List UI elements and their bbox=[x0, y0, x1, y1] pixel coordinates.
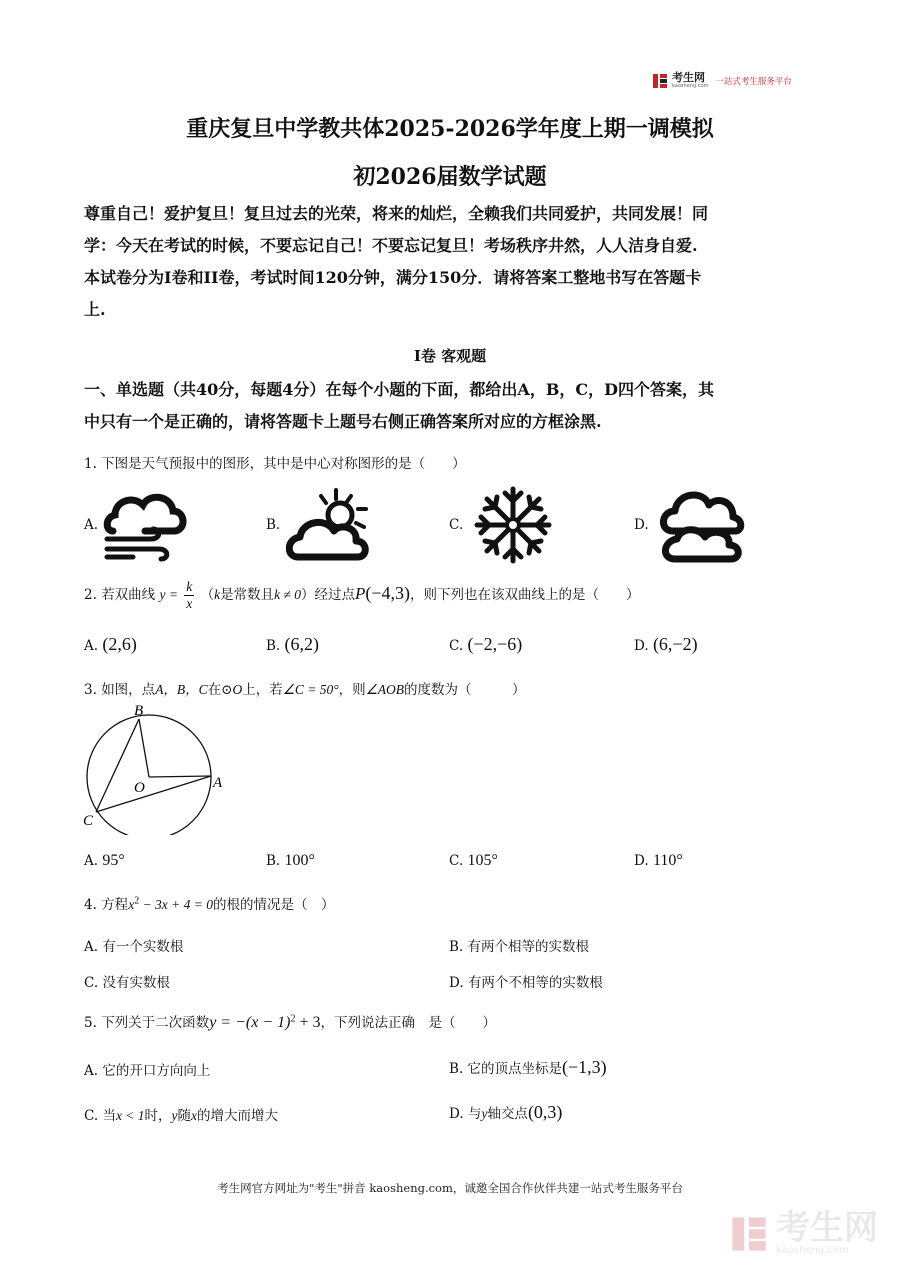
q2-frac-num: k bbox=[186, 579, 193, 594]
q2-cond: k ≠ 0 bbox=[274, 587, 301, 602]
section-title: I卷 客观题 bbox=[413, 347, 487, 365]
option-text: 时， bbox=[144, 1108, 172, 1124]
intro-line: 尊重自己！爱护复旦！复旦过去的光荣，将来的灿烂，全赖我们共同爱护，共同发展！同 bbox=[84, 204, 709, 223]
option-label: D. bbox=[449, 1106, 464, 1122]
figure-label-o: O bbox=[134, 780, 145, 796]
intro-line: 学：今天在考试的时候，不要忘记自己！不要忘记复旦！考场秩序井然，人人洁身自爱. bbox=[84, 236, 698, 255]
brand-text bbox=[672, 72, 708, 89]
q1-option-b-label: B. bbox=[266, 517, 281, 533]
q3-option-d bbox=[634, 852, 683, 870]
figure-label-c: C bbox=[83, 813, 94, 829]
q4-option-d bbox=[449, 971, 603, 991]
q2-text: （ bbox=[200, 587, 215, 603]
q2-point: P bbox=[354, 584, 366, 603]
q2-text: ）经过点 bbox=[300, 587, 355, 603]
q2-k: k bbox=[214, 587, 221, 602]
q2-option-d bbox=[634, 634, 698, 655]
q3-option-b bbox=[266, 852, 315, 870]
option-value: 95° bbox=[102, 852, 125, 869]
option-label: A. bbox=[84, 853, 99, 869]
page-footer: 考生网官方网址为"考生"拼音 kaosheng.com，诚邀全国合作伙伴共建一站式考生服务平台 bbox=[217, 1181, 683, 1195]
watermark bbox=[730, 1208, 878, 1256]
brand-slogan: 一站式考生服务平台 bbox=[715, 76, 792, 87]
q3-text: 在⊙ bbox=[207, 682, 233, 698]
q2-point-coords: (−4,3) bbox=[365, 583, 410, 603]
option-label: D. bbox=[634, 853, 649, 869]
intro-line: 本试卷分为I卷和II卷，考试时间120分钟，满分150分．请将答案工整地书写在答题卡 bbox=[84, 268, 702, 287]
q5-text: 下列关于二次函数 bbox=[101, 1015, 210, 1031]
watermark-sub: kaosheng.com bbox=[776, 1245, 849, 1256]
q1-option-d-label: D. bbox=[634, 517, 649, 533]
q4-option-c bbox=[84, 971, 170, 991]
option-value: 100° bbox=[284, 852, 315, 869]
q3-text: 的度数为（ ） bbox=[403, 682, 526, 698]
question-2-stem bbox=[84, 579, 640, 612]
option-value-math: (0,3) bbox=[527, 1102, 563, 1122]
q4-eq-sup: 2 bbox=[134, 895, 140, 907]
q4-text: 方程 bbox=[101, 897, 129, 913]
option-value-math: (−1,3) bbox=[562, 1057, 607, 1077]
sun-cloud-icon bbox=[286, 487, 372, 563]
question-4-stem bbox=[84, 893, 335, 913]
q2-frac-den: x bbox=[186, 596, 193, 611]
q4-number: 4. bbox=[84, 897, 97, 913]
brand-logo-icon bbox=[652, 73, 668, 89]
double-cloud-icon bbox=[657, 487, 745, 565]
q3-angle: ∠C = 50° bbox=[282, 682, 339, 697]
q2-fraction bbox=[184, 579, 194, 612]
figure-label-a: A bbox=[213, 775, 223, 791]
intro-line: 上. bbox=[84, 300, 106, 319]
option-text: 当 bbox=[102, 1108, 116, 1124]
brand-logo bbox=[652, 72, 792, 89]
option-text: 轴交点 bbox=[487, 1106, 528, 1122]
q3-points: A，B，C bbox=[155, 682, 208, 697]
watermark-text bbox=[776, 1208, 878, 1256]
q4-option-b bbox=[449, 935, 589, 955]
q2-text: ，则下列也在该双曲线上的是（ ） bbox=[410, 587, 640, 603]
option-text: 随 bbox=[177, 1108, 192, 1124]
option-value: 105° bbox=[467, 852, 498, 869]
q2-text: 若双曲线 bbox=[101, 587, 156, 603]
watermark-logo-icon bbox=[730, 1215, 768, 1253]
option-label: C. bbox=[449, 638, 464, 654]
option-text: 的增大而增大 bbox=[197, 1108, 279, 1124]
q2-option-b bbox=[266, 634, 319, 655]
figure-label-b: B bbox=[134, 703, 144, 719]
page-subtitle: 初2026届数学试题 bbox=[353, 164, 547, 190]
q5-option-d bbox=[449, 1102, 562, 1123]
q5-number: 5. bbox=[84, 1015, 97, 1031]
q3-option-a bbox=[84, 852, 125, 870]
option-value: 有两个不相等的实数根 bbox=[467, 975, 603, 991]
option-label: A. bbox=[84, 638, 99, 654]
q2-option-c bbox=[449, 634, 522, 655]
cloud-wind-icon bbox=[103, 487, 189, 563]
q5-func-a: y = −(x − 1) bbox=[209, 1014, 291, 1031]
part-instructions bbox=[84, 374, 824, 438]
q5-option-a bbox=[84, 1059, 210, 1079]
q3-circle-figure bbox=[76, 700, 236, 835]
option-value: 它的开口方向向上 bbox=[102, 1063, 211, 1079]
q5-func-b: + 3 bbox=[295, 1014, 321, 1031]
q3-option-c bbox=[449, 852, 498, 870]
q2-number: 2. bbox=[84, 587, 97, 603]
option-value: 有两个相等的实数根 bbox=[467, 939, 590, 955]
q5-option-c bbox=[84, 1104, 278, 1124]
q4-text: 的根的情况是（ ） bbox=[213, 897, 335, 913]
option-value: 110° bbox=[652, 852, 683, 869]
option-value: (6,−2) bbox=[652, 634, 698, 654]
option-label: C. bbox=[84, 1108, 99, 1124]
option-math: x < 1 bbox=[115, 1108, 145, 1123]
q4-eq-a: x bbox=[128, 897, 135, 912]
q2-option-a bbox=[84, 634, 137, 655]
option-label: D. bbox=[449, 975, 464, 991]
option-label: D. bbox=[634, 638, 649, 654]
brand-domain: kaosheng.com bbox=[672, 83, 709, 89]
question-5-stem bbox=[84, 1011, 496, 1032]
option-math: y bbox=[481, 1106, 488, 1121]
page-title: 重庆复旦中学教共体2025-2026学年度上期一调模拟 bbox=[186, 116, 714, 142]
question-3-stem bbox=[84, 678, 525, 698]
part-line: 中只有一个是正确的，请将答题卡上题号右侧正确答案所对应的方框涂黑. bbox=[84, 412, 602, 431]
question-1-stem: 1. 下图是天气预报中的图形，其中是中心对称图形的是（ ） bbox=[84, 456, 466, 472]
option-label: A. bbox=[84, 939, 99, 955]
q5-func-sup: 2 bbox=[290, 1013, 296, 1025]
q2-text: 是常数且 bbox=[220, 587, 275, 603]
option-value: 有一个实数根 bbox=[102, 939, 184, 955]
q5-text: ，下列说法正确 是（ ） bbox=[320, 1015, 496, 1031]
option-value: (2,6) bbox=[102, 634, 137, 654]
option-label: B. bbox=[266, 638, 281, 654]
option-label: C. bbox=[84, 975, 99, 991]
q4-option-a bbox=[84, 935, 183, 955]
option-label: B. bbox=[449, 939, 464, 955]
q3-text: 上，若 bbox=[242, 682, 283, 698]
option-value: 它的顶点坐标是 bbox=[467, 1061, 563, 1077]
q5-option-b bbox=[449, 1057, 607, 1078]
option-label: B. bbox=[266, 853, 281, 869]
option-value: (−2,−6) bbox=[467, 634, 523, 654]
option-math: y bbox=[171, 1108, 178, 1123]
option-label: C. bbox=[449, 853, 464, 869]
option-math: x bbox=[191, 1108, 198, 1123]
part-line: 一、单选题（共40分，每题4分）在每个小题的下面，都给出A，B，C，D四个答案，其 bbox=[84, 380, 714, 399]
snowflake-icon bbox=[473, 485, 553, 565]
q1-option-c-label: C. bbox=[449, 517, 464, 533]
q3-text: ，则 bbox=[338, 682, 366, 698]
q1-option-a-label: A. bbox=[84, 517, 99, 533]
q3-circle: O bbox=[232, 682, 243, 697]
option-text: 与 bbox=[467, 1106, 482, 1122]
option-label: B. bbox=[449, 1061, 464, 1077]
q3-number: 3. bbox=[84, 682, 97, 698]
intro-text bbox=[84, 198, 824, 326]
watermark-name: 考生网 bbox=[776, 1208, 878, 1248]
q4-eq-b: − 3x + 4 = 0 bbox=[139, 897, 214, 912]
option-value: (6,2) bbox=[284, 634, 320, 654]
q3-text: 如图，点 bbox=[101, 682, 156, 698]
q3-angle-aob: ∠AOB bbox=[365, 682, 404, 697]
option-value: 没有实数根 bbox=[102, 975, 170, 991]
q2-y-eq: y = bbox=[159, 587, 178, 602]
brand-name: 考生网 bbox=[672, 71, 705, 84]
option-label: A. bbox=[84, 1063, 99, 1079]
